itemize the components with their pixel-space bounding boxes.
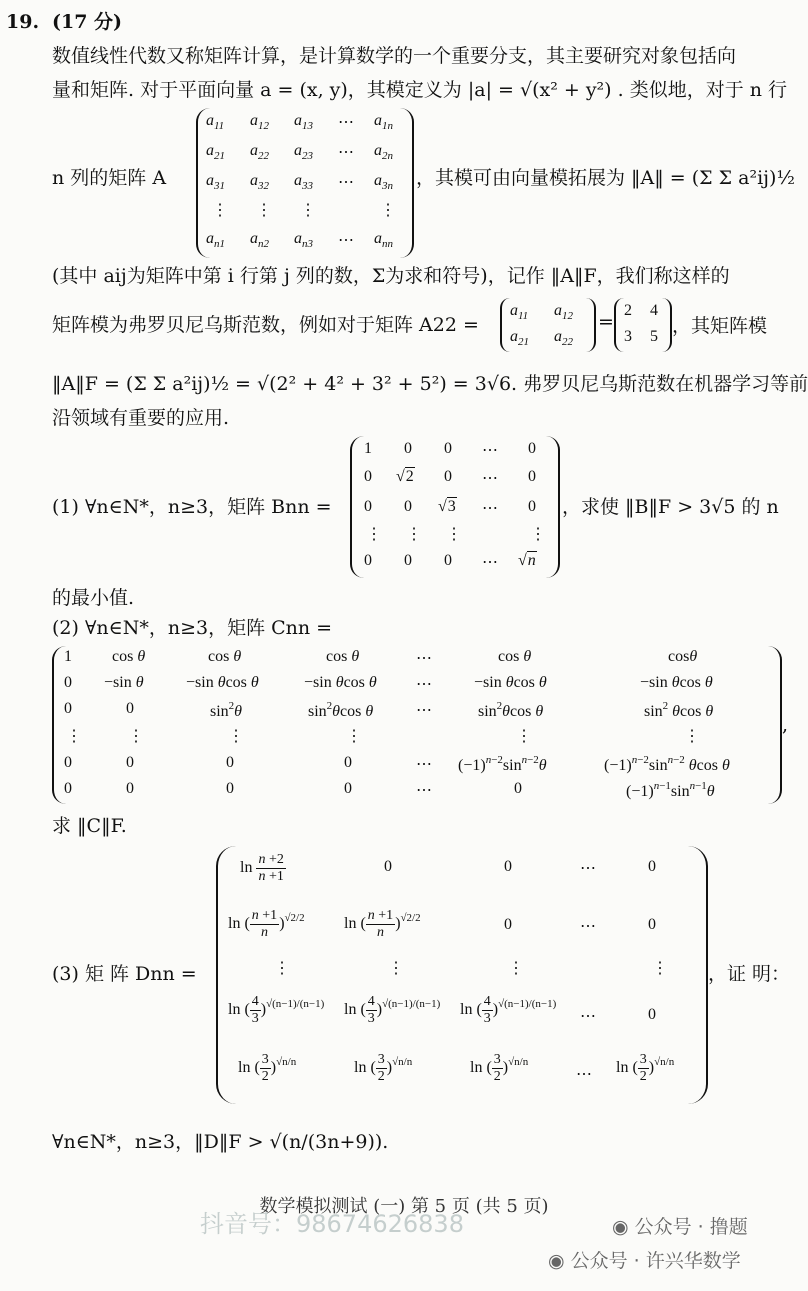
- matrix-cell: ln ( $\frac{n +1}{n}$ )$^{√2/2}$: [228, 908, 305, 940]
- matrix-cell: ⋮: [388, 960, 404, 977]
- matrix-cell: $(-1)^{n-2}\sin^{n-2}$ θcos θ: [604, 754, 730, 774]
- intro-line-5a: 矩阵模为弗罗贝尼乌斯范数，例如对于矩阵 A22 =: [52, 314, 479, 336]
- matrix-cell: 0: [528, 468, 536, 485]
- part3-label-c: ∀n∈N*，n≥3，‖D‖F > √(n/(3n+9)).: [52, 1131, 389, 1153]
- matrix-cell: ⋯: [416, 702, 432, 719]
- matrix-cell: ⋮: [508, 960, 524, 977]
- matrix-cell: −sin θcos θ: [186, 674, 259, 691]
- matrix-cell: 0: [504, 916, 512, 933]
- matrix-cell: $a_{21}$: [206, 142, 225, 162]
- intro-line-3a: n 列的矩阵 A: [52, 167, 167, 189]
- matrix-cell: 0: [504, 858, 512, 875]
- watermark-right-bottom-text: 公众号 · 许兴华数学: [570, 1250, 741, 1272]
- matrix-cell: 1: [364, 440, 372, 457]
- matrix-cell: 0: [364, 552, 372, 569]
- problem-number: 19.: [6, 11, 40, 33]
- matrix-cell: √n: [518, 552, 536, 569]
- part3-label-a: (3) 矩 阵 Dnn =: [52, 963, 197, 985]
- matrix-cell: ⋯: [338, 174, 354, 191]
- matrix-cell: ⋮: [228, 728, 244, 745]
- matrix-cell: 2: [624, 302, 632, 319]
- matrix-a: [196, 108, 414, 258]
- matrix-cell: $a_{21}$: [510, 328, 529, 348]
- matrix-cell: 0: [364, 468, 372, 485]
- matrix-cell: ⋮: [406, 526, 422, 543]
- matrix-cell: 0: [126, 700, 134, 717]
- matrix-b: [350, 436, 560, 578]
- matrix-cell: 0: [528, 440, 536, 457]
- matrix-cell: ⋮: [274, 960, 290, 977]
- matrix-cell: ⋮: [128, 728, 144, 745]
- matrix-cell: 0: [64, 700, 72, 717]
- matrix-cell: 0: [126, 780, 134, 797]
- matrix-cell: ⋯: [338, 144, 354, 161]
- matrix-cell: ⋮: [66, 728, 82, 745]
- matrix-cell: 0: [528, 498, 536, 515]
- problem-points: (17 分): [52, 11, 123, 33]
- matrix-cell: −sin θcos θ: [474, 674, 547, 691]
- matrix-cell: ⋮: [346, 728, 362, 745]
- matrix-cell: ⋯: [576, 1066, 592, 1083]
- matrix-cell: $(-1)^{n-1}\sin^{n-1}\theta$: [626, 780, 715, 800]
- watermark-left: 抖音号：98674626838: [200, 1210, 464, 1238]
- intro-line-6: ‖A‖F = (Σ Σ a²ij)½ = √(2² + 4² + 3² + 5²) = 3√6. 弗罗贝尼乌斯范数在机器学习等前: [52, 373, 808, 395]
- matrix-cell: ln ( $\frac{3}{2}$ )$^{√n/n}$: [354, 1052, 413, 1084]
- matrix-cell: $a_{12}$: [250, 112, 269, 132]
- matrix-cell: $a_{1n}$: [374, 112, 393, 132]
- equals-sign: =: [598, 311, 614, 333]
- matrix-cell: 0: [648, 916, 656, 933]
- matrix-cell: 0: [64, 674, 72, 691]
- matrix-cell: ln ( $\frac{4}{3}$ )$^{√(n-1)/(n-1)}$: [228, 994, 325, 1026]
- matrix-cell: 0: [514, 780, 522, 797]
- matrix-c: [52, 646, 782, 804]
- matrix-cell: cosθ: [668, 648, 698, 665]
- matrix-cell: $a_{32}$: [250, 172, 269, 192]
- matrix-cell: $\sin^2\theta\cos$ θ: [308, 700, 374, 720]
- matrix-cell: ⋮: [446, 526, 462, 543]
- matrix-cell: ⋯: [338, 114, 354, 131]
- part1-label-c: 的最小值.: [52, 587, 135, 609]
- matrix-cell: 0: [444, 440, 452, 457]
- intro-line-1: 数值线性代数又称矩阵计算，是计算数学的一个重要分支，其主要研究对象包括向: [52, 45, 737, 67]
- matrix-cell: $a_{3n}$: [374, 172, 393, 192]
- matrix-cell: 0: [648, 1006, 656, 1023]
- wechat-icon: ◉: [548, 1250, 565, 1272]
- matrix-cell: $a_{13}$: [294, 112, 313, 132]
- matrix-cell: 1: [64, 648, 72, 665]
- part3-label-b: ，证 明：: [708, 963, 791, 985]
- part1-label-b: ，求使 ‖B‖F > 3√5 的 n: [562, 496, 779, 518]
- matrix-cell: $a_{n3}$: [294, 230, 313, 250]
- matrix-cell: ⋮: [516, 728, 532, 745]
- matrix-cell: 0: [648, 858, 656, 875]
- matrix-cell: cos θ: [208, 648, 242, 665]
- matrix-cell: $\sin^2 \theta\cos$ θ: [644, 700, 714, 720]
- matrix-a22-numeric: [614, 298, 672, 352]
- matrix-cell: ⋯: [416, 756, 432, 773]
- matrix-cell: ⋯: [416, 650, 432, 667]
- matrix-cell: ⋯: [482, 442, 498, 459]
- matrix-cell: √2: [396, 468, 414, 485]
- matrix-cell: $\sin^2\theta\cos$ θ: [478, 700, 544, 720]
- matrix-cell: −sin θcos θ: [640, 674, 713, 691]
- matrix-cell: ⋯: [482, 554, 498, 571]
- matrix-cell: ⋮: [530, 526, 546, 543]
- wechat-icon: ◉: [612, 1216, 629, 1238]
- matrix-cell: ln ( $\frac{3}{2}$ )$^{√n/n}$: [470, 1052, 529, 1084]
- matrix-cell: ln ( $\frac{3}{2}$ )$^{√n/n}$: [238, 1052, 297, 1084]
- intro-line-2: 量和矩阵. 对于平面向量 a = (x, y)，其模定义为 |a| = √(x² + y²) . 类似地，对于 n 行: [52, 79, 788, 101]
- matrix-cell: 0: [404, 552, 412, 569]
- matrix-cell: ln ( $\frac{3}{2}$ )$^{√n/n}$: [616, 1052, 675, 1084]
- watermark-right-bottom: [548, 1246, 741, 1273]
- matrix-cell: ⋯: [416, 782, 432, 799]
- matrix-cell: cos θ: [112, 648, 146, 665]
- intro-line-3b: ，其模可由向量模拓展为 ‖A‖ = (Σ Σ a²ij)½: [416, 167, 795, 189]
- matrix-cell: 0: [64, 780, 72, 797]
- matrix-cell: 0: [444, 552, 452, 569]
- matrix-cell: $a_{11}$: [206, 112, 225, 132]
- matrix-cell: −sin θ: [104, 674, 144, 691]
- part2-trailing-comma: ,: [782, 714, 789, 736]
- matrix-cell: 3: [624, 328, 632, 345]
- matrix-cell: √3: [438, 498, 456, 515]
- matrix-cell: $a_{12}$: [554, 302, 573, 322]
- matrix-cell: ⋮: [212, 202, 228, 219]
- matrix-cell: $a_{n1}$: [206, 230, 225, 250]
- matrix-cell: 4: [650, 302, 658, 319]
- matrix-cell: ln $\frac{n +2}{n +1}$: [240, 852, 284, 884]
- matrix-cell: $a_{23}$: [294, 142, 313, 162]
- matrix-cell: ⋯: [482, 470, 498, 487]
- matrix-cell: ln ( $\frac{n +1}{n}$ )$^{√2/2}$: [344, 908, 421, 940]
- matrix-cell: $(-1)^{n-2}\sin^{n-2}\theta$: [458, 754, 547, 774]
- matrix-cell: $a_{n2}$: [250, 230, 269, 250]
- matrix-cell: $a_{22}$: [250, 142, 269, 162]
- matrix-cell: $\sin^2\theta$: [210, 700, 243, 720]
- matrix-cell: $a_{2n}$: [374, 142, 393, 162]
- matrix-cell: 0: [344, 780, 352, 797]
- matrix-cell: cos θ: [498, 648, 532, 665]
- matrix-cell: 0: [404, 498, 412, 515]
- part2-label-b: 求 ‖C‖F.: [52, 815, 127, 837]
- matrix-cell: ⋯: [482, 500, 498, 517]
- part2-label-a: (2) ∀n∈N*，n≥3，矩阵 Cnn =: [52, 617, 333, 639]
- matrix-cell: 0: [444, 468, 452, 485]
- matrix-cell: ln ( $\frac{4}{3}$ )$^{√(n-1)/(n-1)}$: [344, 994, 441, 1026]
- matrix-a22-symbolic: [500, 298, 596, 352]
- matrix-cell: ⋮: [366, 526, 382, 543]
- matrix-cell: cos θ: [326, 648, 360, 665]
- matrix-cell: $a_{11}$: [510, 302, 529, 322]
- matrix-cell: ⋮: [300, 202, 316, 219]
- matrix-cell: 0: [126, 754, 134, 771]
- matrix-cell: 0: [226, 780, 234, 797]
- matrix-cell: ⋯: [416, 676, 432, 693]
- intro-line-4: (其中 aij为矩阵中第 i 行第 j 列的数，Σ为求和符号)，记作 ‖A‖F，我们称这样的: [52, 265, 730, 287]
- matrix-cell: 0: [364, 498, 372, 515]
- matrix-cell: 0: [226, 754, 234, 771]
- matrix-cell: ln ( $\frac{4}{3}$ )$^{√(n-1)/(n-1)}$: [460, 994, 557, 1026]
- page-footer: 数学模拟测试 (一) 第 5 页 (共 5 页): [259, 1196, 549, 1217]
- matrix-d: [216, 846, 708, 1104]
- matrix-cell: ⋯: [580, 1008, 596, 1025]
- matrix-cell: $a_{nn}$: [374, 230, 393, 250]
- matrix-cell: ⋮: [380, 202, 396, 219]
- matrix-cell: $a_{22}$: [554, 328, 573, 348]
- matrix-cell: ⋯: [580, 918, 596, 935]
- matrix-cell: $a_{31}$: [206, 172, 225, 192]
- matrix-cell: $a_{33}$: [294, 172, 313, 192]
- watermark-right-top-text: 公众号 · 撸题: [634, 1216, 748, 1238]
- watermark-right-top: [612, 1212, 748, 1239]
- matrix-cell: 0: [64, 754, 72, 771]
- matrix-cell: 5: [650, 328, 658, 345]
- matrix-cell: ⋯: [580, 860, 596, 877]
- matrix-cell: 0: [344, 754, 352, 771]
- matrix-cell: 0: [384, 858, 392, 875]
- part1-label-a: (1) ∀n∈N*，n≥3，矩阵 Bnn =: [52, 496, 332, 518]
- intro-line-5b: ，其矩阵模: [672, 315, 768, 337]
- matrix-cell: ⋯: [338, 232, 354, 249]
- matrix-cell: ⋮: [652, 960, 668, 977]
- matrix-cell: −sin θcos θ: [304, 674, 377, 691]
- intro-line-7: 沿领域有重要的应用.: [52, 407, 230, 429]
- matrix-cell: 0: [404, 440, 412, 457]
- matrix-cell: ⋮: [256, 202, 272, 219]
- matrix-cell: ⋮: [684, 728, 700, 745]
